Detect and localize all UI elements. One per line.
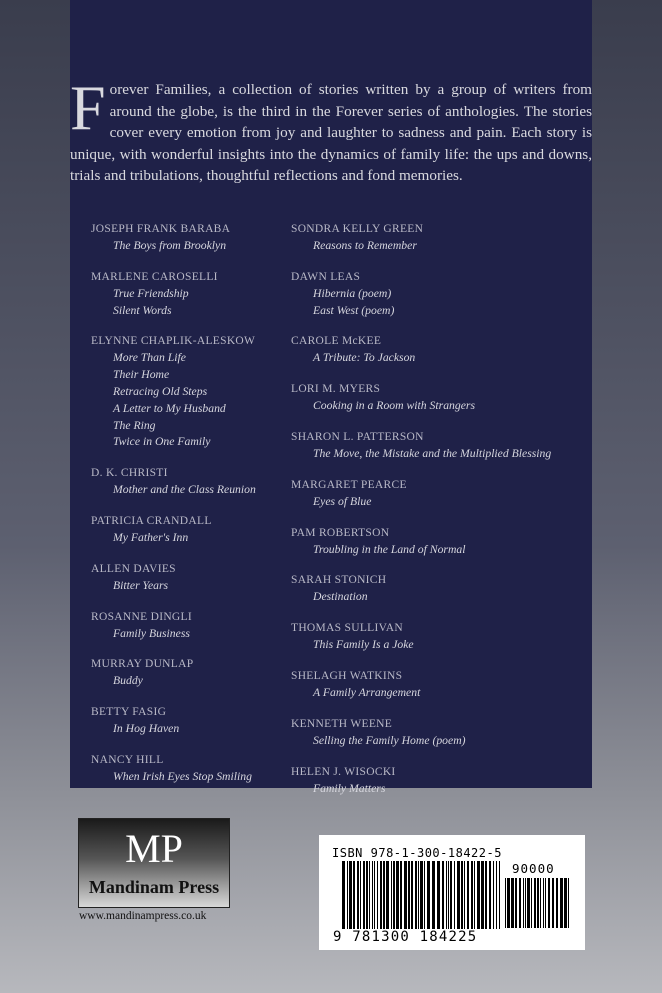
- contents-entry: [91, 656, 291, 690]
- contents-entry: [91, 561, 291, 595]
- barcode-bar: [493, 861, 494, 929]
- barcode-bar: [477, 861, 480, 929]
- barcode-bar: [347, 861, 348, 929]
- contents-entry: [291, 221, 591, 255]
- barcode-bar: [396, 861, 399, 929]
- contents-entry: [291, 429, 591, 463]
- author-name: ROSANNE DINGLI: [91, 610, 192, 623]
- barcode-bar: [519, 878, 521, 928]
- barcode-bar: [360, 861, 361, 929]
- author-name: PATRICIA CRANDALL: [91, 514, 212, 527]
- barcode-bar: [560, 878, 563, 928]
- barcode-bar: [505, 878, 506, 928]
- author-name: LORI M. MYERS: [291, 383, 381, 396]
- barcode-bar: [342, 861, 345, 929]
- work-title: Family Matters: [313, 781, 386, 795]
- barcode-bar: [548, 878, 550, 928]
- barcode-bar: [386, 861, 389, 929]
- barcode-panel: [319, 835, 585, 950]
- author-name: MARLENE CAROSELLI: [91, 270, 218, 283]
- work-title: Reasons to Remember: [313, 239, 417, 252]
- barcode-bar: [527, 878, 530, 928]
- logo-publisher-name: Mandinam Press: [88, 877, 220, 897]
- work-title: My Father's Inn: [113, 530, 189, 544]
- work-title: Twice in One Family: [113, 435, 211, 449]
- work-title: When Irish Eyes Stop Smiling: [113, 769, 252, 783]
- work-title: This Family Is a Joke: [313, 638, 414, 652]
- logo-initials: MP: [125, 826, 183, 871]
- contents-right-column: [291, 221, 591, 811]
- barcode-bar: [515, 878, 517, 928]
- drop-cap: F: [70, 72, 106, 143]
- work-title: East West (poem): [313, 303, 395, 317]
- barcode-bar: [474, 861, 475, 929]
- barcode-bar: [461, 861, 463, 929]
- barcode-bar: [450, 861, 452, 929]
- contents-entry: [291, 477, 591, 511]
- blurb-paragraph: [70, 72, 592, 187]
- contents-entry: [291, 620, 591, 654]
- barcode-bar: [467, 861, 469, 929]
- contents-entry: [291, 525, 591, 559]
- publisher-logo: [78, 818, 230, 908]
- barcode-bar: [418, 861, 419, 929]
- author-name: D. K. CHRISTI: [91, 467, 168, 480]
- addon-number: 90000: [512, 861, 555, 876]
- barcode-bar: [415, 861, 417, 929]
- barcode-bar: [420, 861, 423, 929]
- addon-barcode: [505, 878, 575, 933]
- barcode-bar: [374, 861, 375, 929]
- work-title: Hibernia (poem): [313, 286, 392, 300]
- barcode-bar: [369, 861, 370, 929]
- barcode-digits: 9 781300 184225: [333, 929, 478, 945]
- work-title: Silent Words: [113, 303, 172, 317]
- barcode-bar: [349, 861, 352, 929]
- author-name: ALLEN DAVIES: [91, 562, 176, 575]
- work-title: True Friendship: [113, 286, 189, 300]
- contents-entry: [91, 704, 291, 738]
- barcode-bar: [464, 861, 465, 929]
- author-name: ELYNNE CHAPLIK-ALESKOW: [91, 335, 256, 348]
- author-name: NANCY HILL: [91, 753, 164, 766]
- contents-entry: [91, 269, 291, 320]
- barcode-bar: [372, 861, 373, 929]
- work-title: More Than Life: [113, 351, 186, 365]
- contents-entry: [91, 513, 291, 547]
- barcode-bar: [537, 878, 539, 928]
- contents-entry: [91, 609, 291, 643]
- author-name: PAM ROBERTSON: [291, 526, 390, 539]
- author-name: MURRAY DUNLAP: [91, 658, 194, 671]
- barcode-bar: [552, 878, 554, 928]
- author-name: SHELAGH WATKINS: [291, 669, 403, 682]
- author-name: THOMAS SULLIVAN: [291, 622, 403, 635]
- author-name: CAROLE McKEE: [291, 335, 382, 348]
- contents-entry: [291, 269, 591, 320]
- contents-entry: [291, 668, 591, 702]
- author-name: SHARON L. PATTERSON: [291, 430, 424, 443]
- barcode-bar: [437, 861, 440, 929]
- work-title: Bitter Years: [113, 578, 169, 592]
- work-title: Destination: [313, 590, 368, 604]
- work-title: A Family Arrangement: [313, 685, 421, 699]
- contents-left-column: [91, 221, 291, 800]
- barcode-bar: [411, 861, 413, 929]
- work-title: Mother and the Class Reunion: [113, 483, 256, 497]
- barcode-bar: [366, 861, 368, 929]
- barcode-bar: [499, 861, 500, 929]
- contents-entry: [291, 716, 591, 750]
- work-title: The Move, the Mistake and the Multiplied Blessing: [313, 446, 552, 460]
- barcode-bar: [481, 861, 484, 929]
- barcode-bar: [496, 861, 497, 929]
- barcode-bar: [523, 878, 524, 928]
- author-name: HELEN J. WISOCKI: [291, 765, 396, 778]
- barcode-bar: [534, 878, 536, 928]
- barcode-bar: [363, 861, 365, 929]
- barcode-bar: [408, 861, 410, 929]
- author-name: DAWN LEAS: [291, 270, 361, 283]
- barcode-bar: [540, 878, 541, 928]
- work-title: Buddy: [113, 674, 143, 688]
- barcode-bar: [448, 861, 449, 929]
- work-title: Family Business: [113, 626, 190, 640]
- author-name: SONDRA KELLY GREEN: [291, 223, 424, 235]
- barcode-bar: [391, 861, 392, 929]
- contents-entry: [91, 333, 291, 451]
- author-name: MARGARET PEARCE: [291, 478, 407, 491]
- contents-entry: [291, 764, 591, 798]
- barcode-bar: [489, 861, 491, 929]
- work-title: The Ring: [113, 418, 156, 432]
- author-name: BETTY FASIG: [91, 706, 167, 719]
- work-title: In Hog Haven: [113, 722, 180, 736]
- barcode-bar: [353, 861, 355, 929]
- barcode-bar: [564, 878, 567, 928]
- barcode-bar: [446, 861, 447, 929]
- barcode-bar: [507, 878, 510, 928]
- barcode-bar: [432, 861, 435, 929]
- contents-entry: [291, 381, 591, 415]
- work-title: Cooking in a Room with Strangers: [313, 399, 476, 413]
- contents-entry: [291, 333, 591, 367]
- barcode-bar: [380, 861, 382, 929]
- barcode-bar: [383, 861, 385, 929]
- author-name: SARAH STONICH: [291, 574, 387, 587]
- work-title: The Boys from Brooklyn: [113, 239, 227, 252]
- barcode-bar: [543, 878, 544, 928]
- barcode-bar: [556, 878, 558, 928]
- barcode-bar: [568, 878, 569, 928]
- barcode-bar: [427, 861, 430, 929]
- barcode-bar: [404, 861, 407, 929]
- work-title: Retracing Old Steps: [113, 384, 208, 398]
- barcode-bar: [400, 861, 402, 929]
- work-title: A Letter to My Husband: [113, 401, 226, 415]
- blurb-text: orever Families, a collection of stories written by a group of writers from around the globe, is the third in the Forever series of anthologies. The stories cover every emotion from joy and laughter to sadness and pain. Each story is unique, with wonderful insights into the dynamics of family life: the ups and downs, trials and tribulations, thoughtful reflections and fond memories.: [70, 81, 592, 184]
- isbn-label: ISBN 978-1-300-18422-5: [332, 846, 502, 860]
- work-title: A Tribute: To Jackson: [313, 351, 416, 365]
- author-name: KENNETH WEENE: [291, 717, 393, 730]
- barcode-bar: [442, 861, 444, 929]
- barcode-bar: [545, 878, 546, 928]
- barcode-bar: [471, 861, 473, 929]
- work-title: Selling the Family Home (poem): [313, 733, 466, 747]
- barcode-bar: [511, 878, 514, 928]
- barcode-bar: [454, 861, 455, 929]
- work-title: Troubling in the Land of Normal: [313, 542, 466, 556]
- barcode-bar: [393, 861, 395, 929]
- work-title: Their Home: [113, 368, 170, 382]
- ean13-barcode: [342, 861, 500, 933]
- barcode-bar: [377, 861, 378, 929]
- barcode-bar: [531, 878, 532, 928]
- barcode-bar: [525, 878, 526, 928]
- contents-entry: [91, 221, 291, 255]
- barcode-bar: [457, 861, 460, 929]
- barcode-bar: [424, 861, 425, 929]
- contents-entry: [91, 752, 291, 786]
- contents-entry: [291, 572, 591, 606]
- work-title: Eyes of Blue: [313, 494, 372, 508]
- barcode-bar: [357, 861, 359, 929]
- publisher-website: www.mandinampress.co.uk: [79, 910, 207, 922]
- barcode-bar: [485, 861, 487, 929]
- author-name: JOSEPH FRANK BARABA: [91, 223, 231, 235]
- contents-entry: [91, 465, 291, 499]
